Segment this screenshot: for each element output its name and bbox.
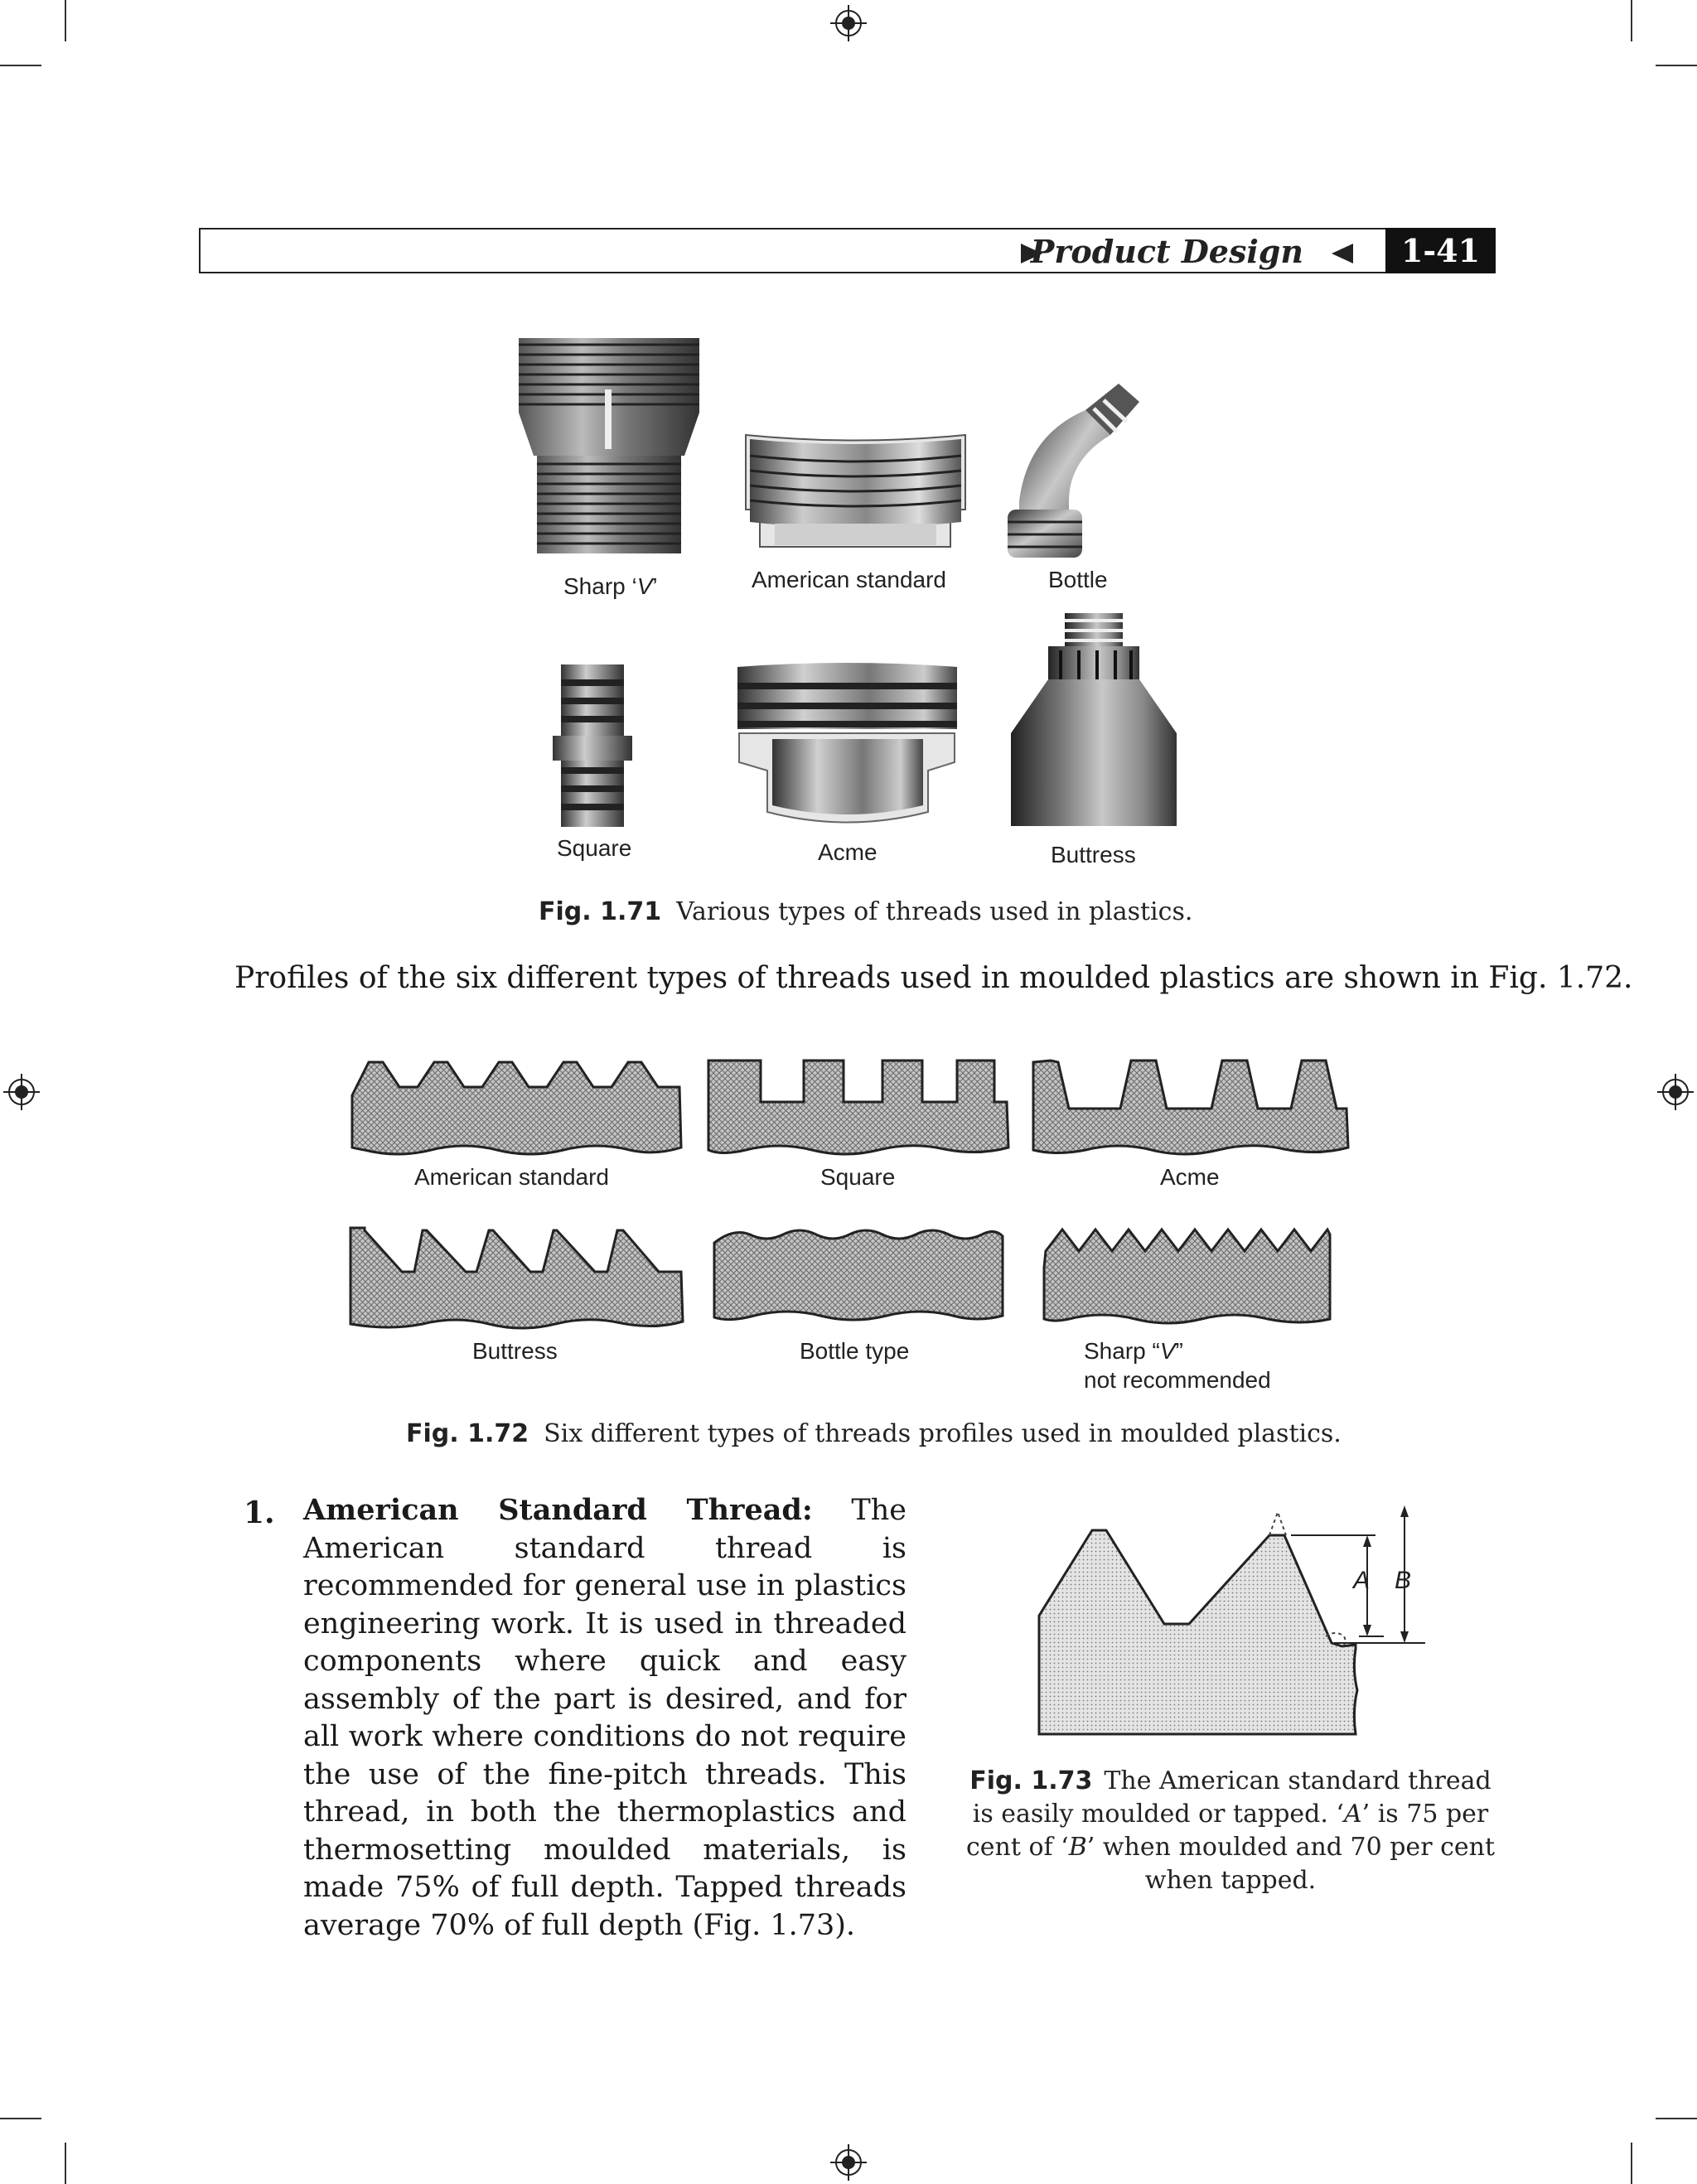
- profile-label-acme: Acme: [1160, 1164, 1220, 1190]
- dimension-label-a: A: [1353, 1567, 1371, 1594]
- section-title: Product Design: [1030, 233, 1303, 270]
- label-text: Sharp ‘: [563, 573, 637, 599]
- photo-label-square: Square: [557, 835, 632, 861]
- figure-number: Fig. 1.71: [539, 897, 662, 926]
- profile-label-sharp-v: [1084, 1338, 1183, 1365]
- profile-label-buttress: Buttress: [472, 1338, 558, 1364]
- label-text: ’: [652, 573, 658, 599]
- list-item-text: [303, 1491, 907, 1945]
- crop-mark: [1656, 2118, 1697, 2119]
- profile-label-bottle-type: Bottle type: [800, 1338, 910, 1364]
- profile-label-american-standard: American standard: [414, 1164, 610, 1190]
- list-item-number: 1.: [244, 1495, 275, 1530]
- crop-mark: [65, 2143, 66, 2184]
- body-paragraph: Profiles of the six different types of threads used in moulded plastics are shown in Fig. 1.72.: [234, 961, 1633, 995]
- label-text: ”: [1175, 1338, 1183, 1364]
- page-number: 1-41: [1385, 228, 1496, 273]
- list-item-heading: American Standard Thread:: [303, 1493, 813, 1527]
- photo-label-bottle: Bottle: [1048, 567, 1108, 592]
- figure-caption-text: The American standard thread is easily moulded or tapped. ‘: [972, 1766, 1492, 1829]
- figure-number: Fig. 1.72: [406, 1419, 529, 1448]
- figure-number: Fig. 1.73: [969, 1766, 1093, 1795]
- crop-mark: [0, 2118, 41, 2119]
- photo-label-buttress: Buttress: [1051, 842, 1136, 867]
- figure-caption: [961, 1765, 1500, 1897]
- profile-bottle-type: [714, 1230, 1003, 1320]
- profile-american-standard: [352, 1062, 681, 1154]
- profile-buttress: [351, 1228, 683, 1328]
- profile-sharp-v: [1044, 1230, 1330, 1323]
- profile-square: [708, 1061, 1008, 1154]
- registration-mark-icon: [830, 2144, 867, 2181]
- profile-label-not-recommended: not recommended: [1084, 1367, 1271, 1393]
- caption-letter: B: [1068, 1833, 1087, 1862]
- profile-acme: [1033, 1061, 1348, 1154]
- photo-label-acme: Acme: [818, 839, 878, 865]
- list-item-body: The American standard thread is recommended for general use in plastics engineering work. It is used in threaded components where quick and easy assembly of the part is desired, and for all work where conditions do not require the use of the fine-pitch threads. This thread, in both the thermoplastics and thermosetting moulded materials, is made 75% of full depth. Tapped threads average 70% of full depth (Fig. 1.73).: [303, 1494, 907, 1942]
- figure-caption-text: ’ when moulded and 70 per cent when tapped.: [1086, 1833, 1495, 1895]
- caption-letter: A: [1343, 1800, 1362, 1829]
- photo-label-american-standard: American standard: [752, 567, 947, 592]
- label-letter: V: [636, 573, 653, 599]
- label-text: Sharp “: [1084, 1338, 1160, 1364]
- dimension-label-b: B: [1395, 1567, 1412, 1594]
- crop-mark: [1631, 2143, 1632, 2184]
- figure-caption: [406, 1419, 1342, 1448]
- figure-caption-text: Six different types of threads profiles used in moulded plastics.: [544, 1419, 1342, 1448]
- label-letter: V: [1159, 1338, 1176, 1364]
- figure-caption-text: Various types of threads used in plastics.: [676, 897, 1193, 926]
- profile-label-square: Square: [820, 1164, 896, 1190]
- american-standard-thread-diagram: [1027, 1504, 1434, 1740]
- figure-caption-text: ’ is 75 per cent of ‘: [966, 1800, 1489, 1862]
